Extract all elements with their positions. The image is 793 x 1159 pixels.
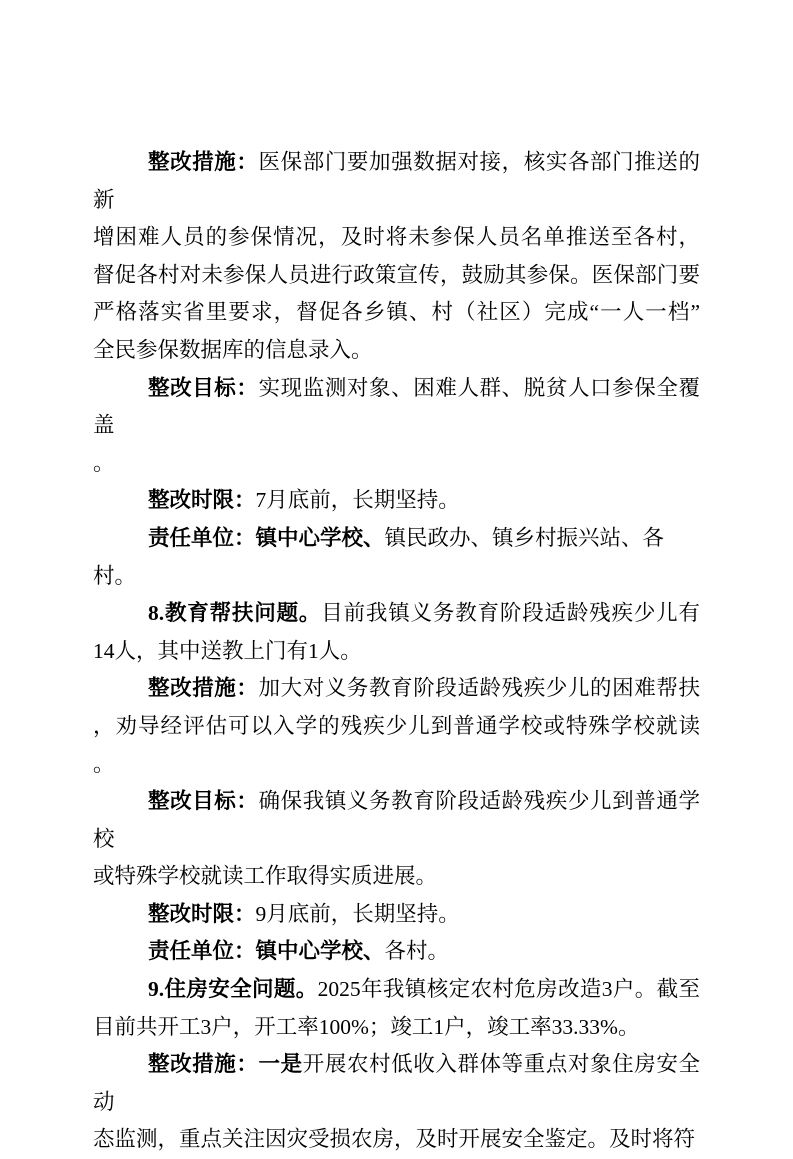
text-line-11 [93,633,700,671]
body-text-segment: ，劝导经评估可以入学的残疾少儿到普通学校或特殊学校就读 [93,713,700,738]
bold-label-segment: 责任单位：镇中心学校、 [148,525,385,550]
text-line-12 [93,670,700,708]
text-line-22 [93,1121,700,1159]
bold-label-segment: 整改目标： [148,789,259,814]
body-text-segment: 态监测，重点关注因灾受损农房，及时开展安全鉴定。及时将符 [93,1127,696,1152]
bold-label-segment: 整改措施：一是 [148,1052,303,1077]
body-text-segment: 督促各村对未参保人员进行政策宣传，鼓励其参保。医保部门要 [93,262,700,287]
body-text-segment: 加大对义务教育阶段适龄残疾少儿的困难帮扶 [258,676,700,701]
body-text-segment: 全民参保数据库的信息录入。 [93,337,373,362]
text-line-1 [93,144,700,219]
bold-label-segment: 整改时限： [148,488,256,513]
body-text-segment: 7月底前，长期坚持。 [255,488,460,513]
bold-label-segment: 整改措施： [148,150,259,174]
body-text-segment: 开展农村低收入群体等重点对象住房安全动 [93,1052,700,1114]
body-text-segment: 各村。 [384,939,450,964]
text-line-6 [93,370,700,445]
body-text-segment: 14人，其中送教上门有1人。 [93,638,362,663]
body-text-segment: 9月底前，长期坚持。 [255,901,460,926]
text-line-13 [93,708,700,746]
text-line-21 [93,1046,700,1121]
body-text-segment: 镇民政办、镇乡村振兴站、各村。 [93,525,665,588]
body-text-segment: 或特殊学校就读工作取得实质进展。 [93,864,438,889]
bold-label-segment: 整改时限： [148,901,256,926]
body-text-segment: 。 [93,751,115,776]
bold-label-segment: 9.住房安全问题。 [148,977,318,1002]
text-line-2 [93,219,700,257]
text-line-15 [93,783,700,858]
text-line-9 [93,520,700,595]
bold-label-segment: 8.教育帮扶问题。 [148,601,322,626]
text-line-19 [93,971,700,1009]
text-line-14 [93,746,700,784]
body-text-segment: 严格落实省里要求，督促各乡镇、村（社区）完成“一人一档” [93,300,700,325]
body-text-segment: 2025年我镇核定农村危房改造3户。截至 [317,977,700,1002]
bold-label-segment: 责任单位：镇中心学校、 [148,939,385,964]
text-line-7 [93,445,700,483]
body-text-segment: 目前共开工3户，开工率100%；竣工1户，竣工率33.33%。 [93,1014,640,1039]
text-line-3 [93,257,700,295]
body-text-segment: 确保我镇义务教育阶段适龄残疾少儿到普通学校 [93,789,700,851]
bold-label-segment: 整改目标： [148,375,259,400]
text-line-4 [93,294,700,332]
body-text-segment: 增困难人员的参保情况，及时将未参保人员名单推送至各村， [93,225,700,250]
body-text-segment: 实现监测对象、困难人群、脱贫人口参保全覆盖 [93,375,700,438]
document-text-block [93,144,700,1159]
bold-label-segment: 整改措施： [148,676,259,701]
text-line-8 [93,482,700,520]
text-line-17 [93,896,700,934]
body-text-segment: 医保部门要加强数据对接，核实各部门推送的新 [93,150,700,212]
text-line-20 [93,1009,700,1047]
body-text-segment: 目前我镇义务教育阶段适龄残疾少儿有 [321,601,700,626]
text-line-10 [93,595,700,633]
body-text-segment: 。 [93,450,115,475]
text-line-18 [93,933,700,971]
text-line-5 [93,332,700,370]
text-line-16 [93,858,700,896]
